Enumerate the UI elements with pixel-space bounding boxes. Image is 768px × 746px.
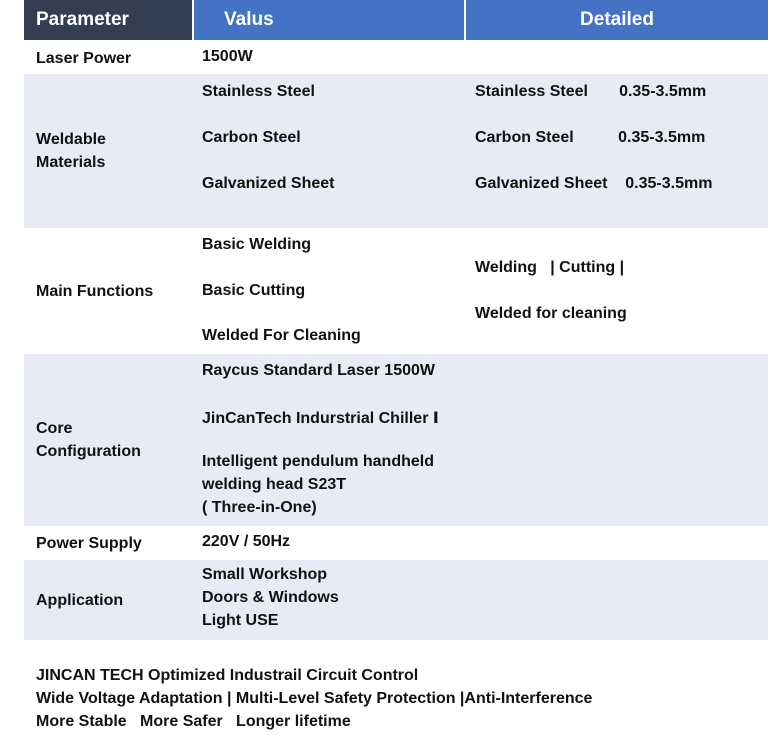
material-detail: Stainless Steel 0.35-3.5mm: [475, 83, 707, 100]
label-weldable-materials: Weldable Materials: [36, 131, 106, 171]
core-value: Intelligent pendulum handheld: [202, 453, 434, 470]
function-detail: Welded for cleaning: [475, 305, 627, 322]
value-power-supply: 220V / 50Hz: [202, 533, 291, 550]
material-value: Carbon Steel: [202, 129, 301, 146]
header-values: Valus: [194, 0, 464, 40]
row-main-functions: [24, 228, 768, 354]
application-value: Light USE: [202, 612, 279, 629]
function-value: Basic Cutting: [202, 282, 306, 299]
label-core-configuration: Core Configuration: [36, 420, 141, 460]
core-value: welding head S23T: [202, 476, 347, 493]
core-value: ( Three-in-One): [202, 499, 317, 516]
function-value: Basic Welding: [202, 236, 312, 253]
material-value: Stainless Steel: [202, 83, 315, 100]
material-detail: Carbon Steel 0.35-3.5mm: [475, 129, 706, 146]
row-core-configuration: [24, 354, 768, 526]
application-value: Small Workshop: [202, 566, 328, 583]
footer-line: Wide Voltage Adaptation | Multi-Level Safety Protection |Anti-Interference: [36, 690, 593, 707]
core-value: JinCanTech Indurstrial Chiller Ⅰ: [202, 410, 439, 427]
function-value: Welded For Cleaning: [202, 327, 361, 344]
function-detail: Welding | Cutting |: [475, 259, 625, 276]
label-laser-power: Laser Power: [36, 49, 132, 67]
row-application: [24, 560, 768, 640]
row-laser-power: [24, 42, 768, 74]
row-weldable-materials: [24, 74, 768, 228]
footer-notes: [36, 664, 592, 733]
row-power-supply: [24, 526, 768, 560]
header-parameter: Parameter: [24, 0, 192, 40]
material-detail: Galvanized Sheet 0.35-3.5mm: [475, 175, 713, 192]
core-value: Raycus Standard Laser 1500W: [202, 362, 435, 379]
table-header: [24, 0, 768, 40]
value-laser-power: 1500W: [202, 48, 253, 65]
footer-line: JINCAN TECH Optimized Industrail Circuit Control: [36, 667, 419, 684]
label-power-supply: Power Supply: [36, 534, 142, 552]
footer-line: More Stable More Safer Longer lifetime: [36, 713, 351, 730]
label-main-functions: Main Functions: [36, 282, 154, 300]
label-application: Application: [36, 591, 124, 609]
application-value: Doors & Windows: [202, 589, 339, 606]
header-detailed: Detailed: [466, 0, 768, 40]
material-value: Galvanized Sheet: [202, 175, 335, 192]
